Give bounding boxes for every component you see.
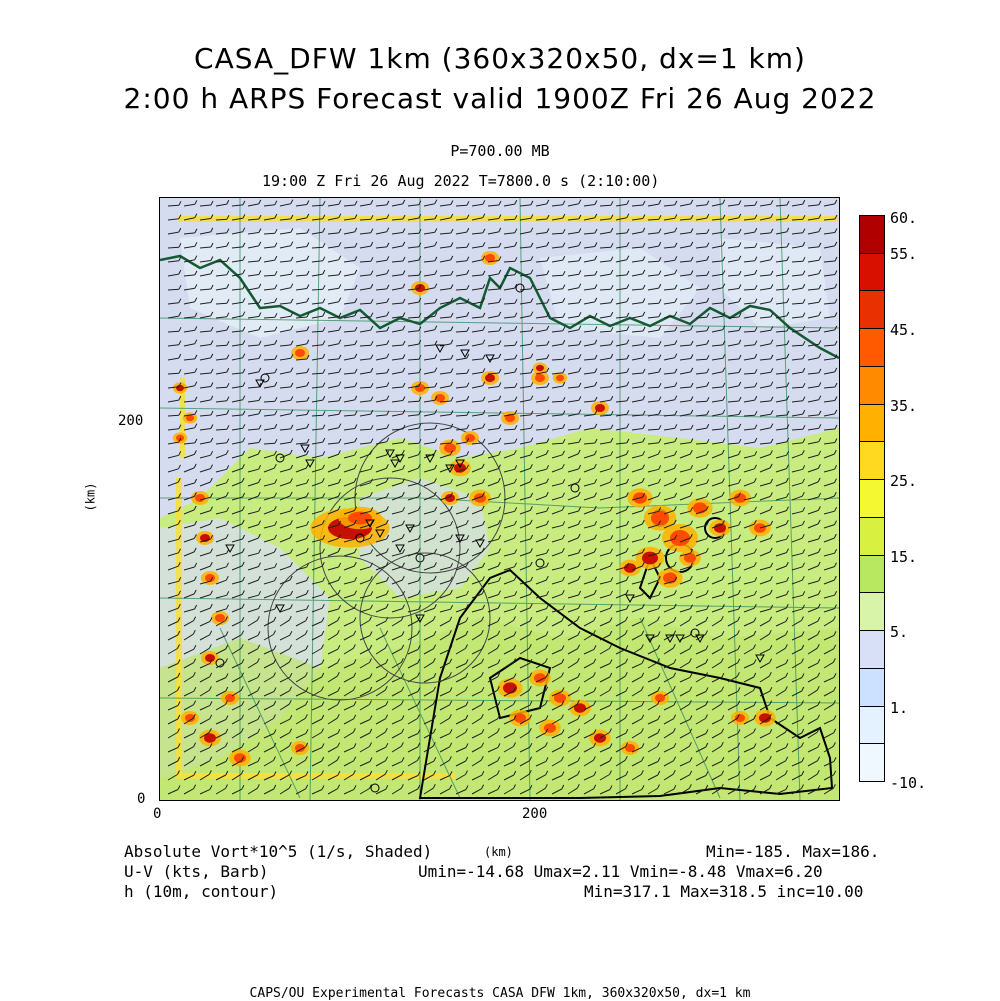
vorticity-stats: Min=-185. Max=186. [706, 842, 880, 861]
colorbar-segment [860, 518, 884, 556]
colorbar-label: -10. [890, 774, 927, 792]
colorbar [859, 215, 885, 782]
colorbar-segment [860, 744, 884, 781]
colorbar-label: 60. [890, 209, 918, 227]
vorticity-cell [465, 434, 475, 442]
vorticity-cell [536, 365, 544, 371]
y-tick-0: 0 [137, 791, 146, 807]
vorticity-cell [535, 374, 545, 382]
colorbar-segment [860, 669, 884, 707]
vorticity-cell [485, 374, 495, 382]
colorbar-segment [860, 291, 884, 329]
colorbar-label: 1. [890, 699, 909, 717]
colorbar-segment [860, 367, 884, 405]
map-panel[interactable] [159, 197, 840, 801]
vorticity-cell [735, 714, 745, 722]
vorticity-cell [215, 614, 225, 622]
vorticity-cell [624, 563, 636, 573]
time-info: 19:00 Z Fri 26 Aug 2022 T=7800.0 s (2:10:00) [262, 172, 660, 190]
x-axis-label: (km) [484, 845, 513, 859]
y-axis-label: (km) [83, 482, 98, 512]
field-height: h (10m, contour) [124, 882, 279, 901]
vorticity-cell [415, 284, 425, 292]
vorticity-cell [556, 375, 564, 381]
field-wind: U-V (kts, Barb) [124, 862, 269, 881]
colorbar-label: 55. [890, 245, 918, 263]
colorbar-segment [860, 480, 884, 518]
colorbar-segment [860, 442, 884, 480]
height-stats: Min=317.1 Max=318.5 inc=10.00 [584, 882, 864, 901]
vorticity-cell [295, 349, 305, 357]
vorticity-cell [714, 523, 726, 533]
credit-line: CAPS/OU Experimental Forecasts CASA DFW 1km, 360x320x50, dx=1 km [249, 986, 751, 1001]
vorticity-cell [415, 384, 425, 392]
colorbar-label: 35. [890, 397, 918, 415]
colorbar-label: 15. [890, 548, 918, 566]
colorbar-segment [860, 254, 884, 292]
field-vorticity: Absolute Vort*10^5 (1/s, Shaded) [124, 842, 433, 861]
colorbar-segment [860, 216, 884, 254]
title-line-2: 2:00 h ARPS Forecast valid 1900Z Fri 26 Aug 2022 [123, 82, 877, 115]
colorbar-segment [860, 556, 884, 594]
vorticity-cell [205, 574, 215, 582]
colorbar-segment [860, 405, 884, 443]
vorticity-cell [195, 494, 205, 502]
colorbar-segment [860, 631, 884, 669]
title-line-1: CASA_DFW 1km (360x320x50, dx=1 km) [194, 42, 806, 75]
vorticity-cell [176, 385, 184, 391]
vorticity-cell [670, 530, 690, 546]
pressure-level: P=700.00 MB [450, 142, 550, 160]
forecast-map [160, 198, 839, 800]
vorticity-cell [655, 694, 665, 702]
colorbar-label: 25. [890, 472, 918, 490]
colorbar-label: 5. [890, 623, 909, 641]
y-tick-200: 200 [118, 413, 144, 429]
vorticity-cell [444, 443, 456, 453]
vorticity-cell [693, 502, 707, 513]
vorticity-cell [544, 723, 556, 733]
colorbar-label: 45. [890, 321, 918, 339]
colorbar-segment [860, 707, 884, 745]
colorbar-segment [860, 593, 884, 631]
vorticity-cell [474, 493, 486, 503]
vorticity-cell [205, 654, 215, 662]
wind-stats: Umin=-14.68 Umax=2.11 Vmin=-8.48 Vmax=6.20 [418, 862, 823, 881]
x-tick-0: 0 [153, 806, 162, 822]
colorbar-segment [860, 329, 884, 367]
x-tick-200: 200 [522, 806, 548, 822]
